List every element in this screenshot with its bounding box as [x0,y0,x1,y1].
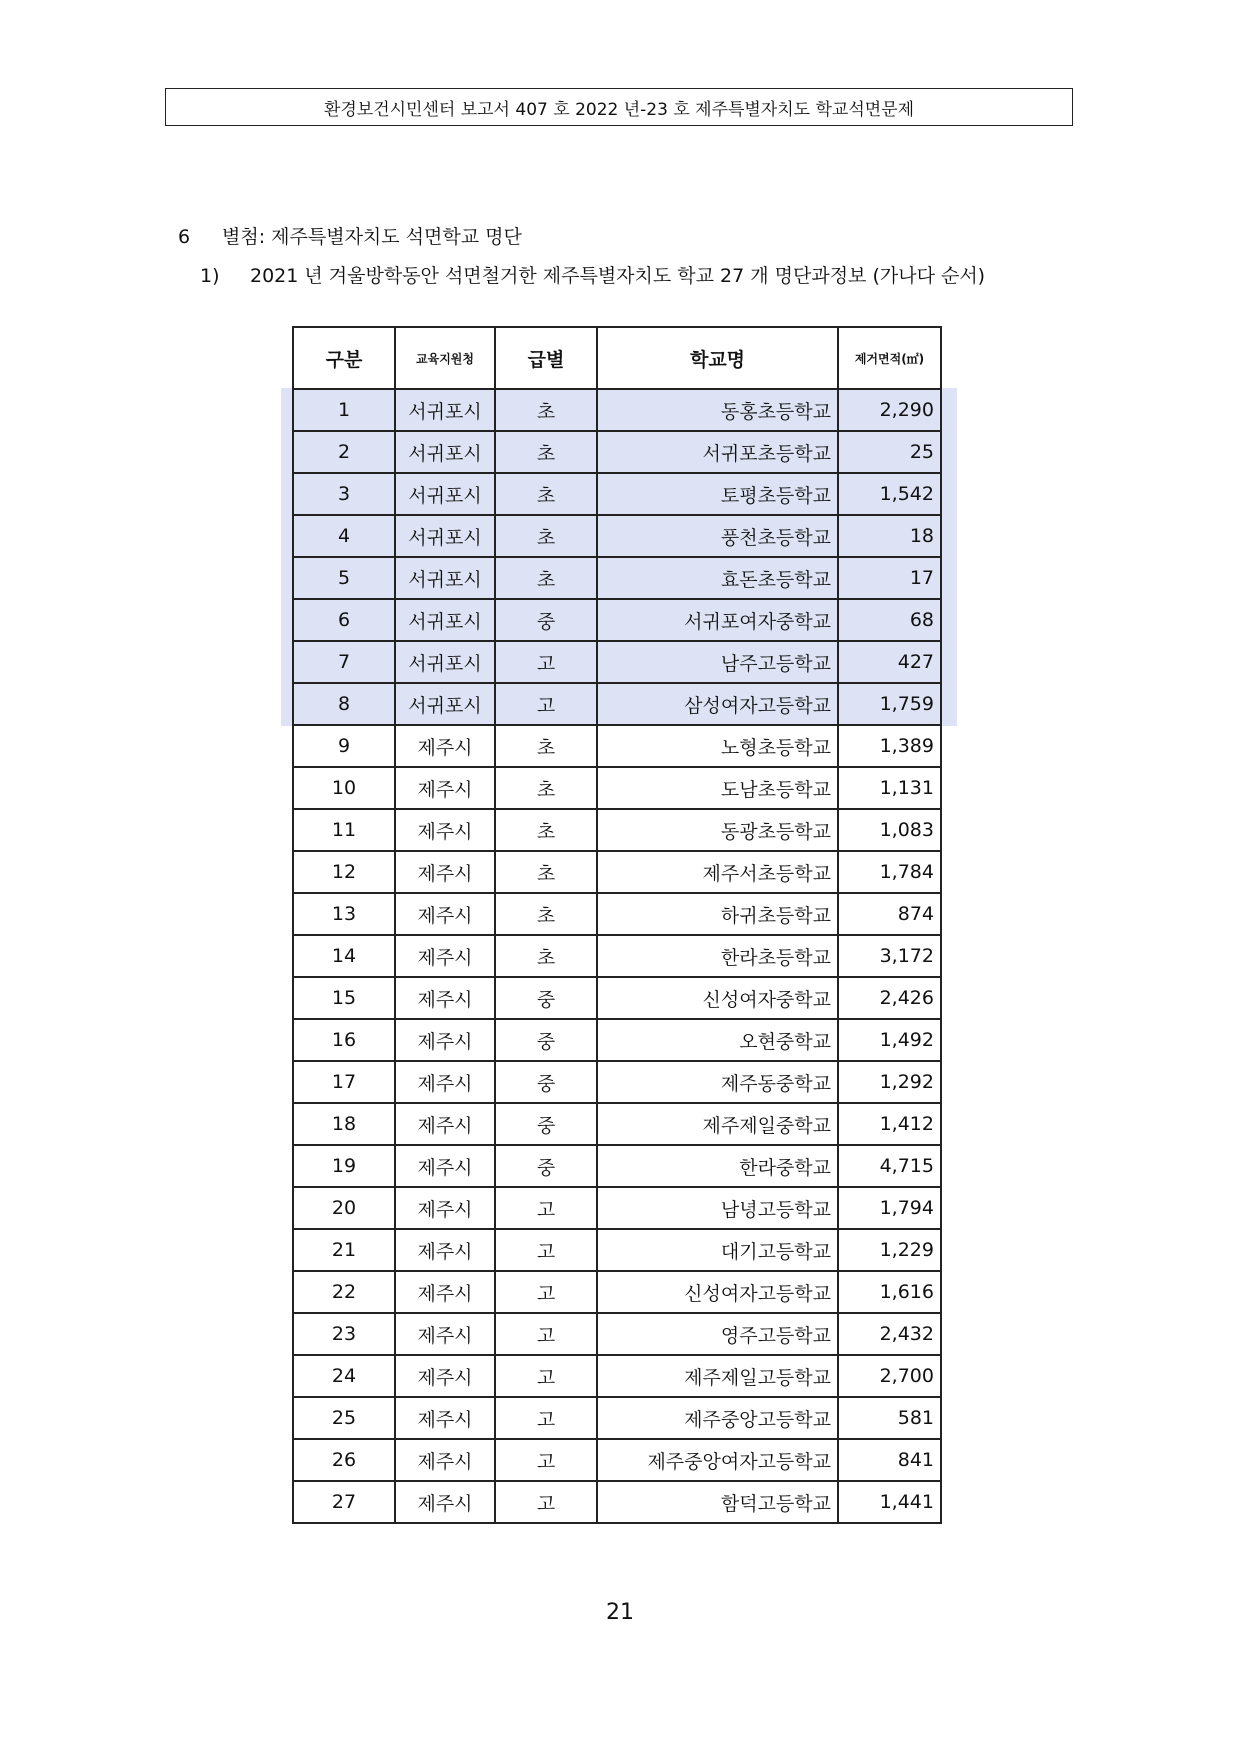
cell-no: 1 [293,389,395,431]
cell-area: 427 [838,641,941,683]
school-table [292,326,942,1524]
section-heading [178,222,522,249]
cell-level: 중 [495,1019,597,1061]
cell-no: 13 [293,893,395,935]
cell-no: 8 [293,683,395,725]
cell-area: 1,229 [838,1229,941,1271]
cell-no: 24 [293,1355,395,1397]
table-row [293,1145,941,1187]
cell-no: 15 [293,977,395,1019]
table-row [293,1229,941,1271]
table-row [293,893,941,935]
cell-office: 제주시 [395,1103,495,1145]
cell-school-name: 도남초등학교 [597,767,838,809]
cell-school-name: 한라중학교 [597,1145,838,1187]
table-row [293,515,941,557]
subsection-text: 2021 년 겨울방학동안 석면철거한 제주특별자치도 학교 27 개 명단과정보 (가나다 순서) [250,265,986,287]
cell-area: 1,412 [838,1103,941,1145]
cell-no: 9 [293,725,395,767]
table-row [293,851,941,893]
cell-office: 제주시 [395,1481,495,1523]
cell-no: 23 [293,1313,395,1355]
cell-area: 2,290 [838,389,941,431]
cell-area: 25 [838,431,941,473]
cell-office: 제주시 [395,1145,495,1187]
cell-level: 고 [495,1271,597,1313]
cell-level: 초 [495,473,597,515]
cell-level: 고 [495,1313,597,1355]
cell-no: 17 [293,1061,395,1103]
cell-office: 서귀포시 [395,641,495,683]
cell-school-name: 풍천초등학교 [597,515,838,557]
cell-level: 고 [495,641,597,683]
table-row [293,1103,941,1145]
cell-no: 11 [293,809,395,851]
cell-area: 1,492 [838,1019,941,1061]
cell-office: 제주시 [395,1271,495,1313]
cell-office: 제주시 [395,1313,495,1355]
cell-school-name: 신성여자중학교 [597,977,838,1019]
cell-no: 22 [293,1271,395,1313]
cell-school-name: 신성여자고등학교 [597,1271,838,1313]
school-table-wrapper [292,326,942,1524]
cell-area: 2,426 [838,977,941,1019]
cell-school-name: 하귀초등학교 [597,893,838,935]
cell-school-name: 토평초등학교 [597,473,838,515]
cell-level: 초 [495,935,597,977]
cell-no: 3 [293,473,395,515]
cell-office: 제주시 [395,1397,495,1439]
cell-school-name: 오현중학교 [597,1019,838,1061]
cell-level: 초 [495,725,597,767]
cell-no: 2 [293,431,395,473]
cell-school-name: 서귀포여자중학교 [597,599,838,641]
table-row [293,1481,941,1523]
col-header-area: 제거면적(㎡) [838,327,941,389]
table-row [293,1397,941,1439]
cell-area: 1,759 [838,683,941,725]
col-header-school: 학교명 [597,327,838,389]
cell-office: 제주시 [395,1019,495,1061]
table-row [293,599,941,641]
cell-no: 16 [293,1019,395,1061]
cell-level: 중 [495,977,597,1019]
cell-area: 4,715 [838,1145,941,1187]
cell-area: 874 [838,893,941,935]
cell-school-name: 효돈초등학교 [597,557,838,599]
cell-area: 3,172 [838,935,941,977]
cell-level: 중 [495,1145,597,1187]
cell-level: 초 [495,767,597,809]
table-row [293,473,941,515]
table-row [293,1439,941,1481]
cell-office: 서귀포시 [395,431,495,473]
subsection-number: 1) [200,265,220,287]
table-body [293,389,941,1523]
cell-office: 서귀포시 [395,557,495,599]
cell-area: 1,542 [838,473,941,515]
cell-area: 18 [838,515,941,557]
cell-school-name: 노형초등학교 [597,725,838,767]
cell-office: 서귀포시 [395,515,495,557]
cell-no: 25 [293,1397,395,1439]
table-row [293,1271,941,1313]
cell-school-name: 동광초등학교 [597,809,838,851]
table-row [293,557,941,599]
table-row [293,977,941,1019]
cell-no: 27 [293,1481,395,1523]
cell-school-name: 제주제일중학교 [597,1103,838,1145]
cell-school-name: 동홍초등학교 [597,389,838,431]
cell-no: 26 [293,1439,395,1481]
cell-area: 1,389 [838,725,941,767]
cell-office: 서귀포시 [395,473,495,515]
cell-area: 1,784 [838,851,941,893]
cell-area: 1,083 [838,809,941,851]
cell-school-name: 한라초등학교 [597,935,838,977]
table-header-row [293,327,941,389]
cell-no: 20 [293,1187,395,1229]
cell-school-name: 대기고등학교 [597,1229,838,1271]
cell-level: 고 [495,1481,597,1523]
table-row [293,809,941,851]
cell-area: 68 [838,599,941,641]
cell-no: 19 [293,1145,395,1187]
cell-level: 고 [495,1439,597,1481]
cell-no: 10 [293,767,395,809]
cell-area: 1,292 [838,1061,941,1103]
table-row [293,1061,941,1103]
cell-level: 초 [495,389,597,431]
cell-office: 제주시 [395,767,495,809]
cell-area: 841 [838,1439,941,1481]
col-header-level: 급별 [495,327,597,389]
table-row [293,683,941,725]
cell-no: 6 [293,599,395,641]
cell-office: 제주시 [395,893,495,935]
table-row [293,767,941,809]
cell-area: 1,794 [838,1187,941,1229]
cell-office: 서귀포시 [395,389,495,431]
cell-no: 18 [293,1103,395,1145]
section-number: 6 [178,226,191,248]
cell-level: 초 [495,851,597,893]
cell-area: 1,131 [838,767,941,809]
cell-school-name: 삼성여자고등학교 [597,683,838,725]
cell-office: 서귀포시 [395,599,495,641]
table-row [293,389,941,431]
cell-level: 초 [495,431,597,473]
cell-no: 7 [293,641,395,683]
cell-no: 4 [293,515,395,557]
cell-level: 중 [495,1103,597,1145]
table-row [293,431,941,473]
cell-level: 고 [495,1355,597,1397]
cell-school-name: 제주서초등학교 [597,851,838,893]
cell-school-name: 남주고등학교 [597,641,838,683]
cell-no: 5 [293,557,395,599]
cell-school-name: 제주중앙고등학교 [597,1397,838,1439]
table-row [293,725,941,767]
cell-level: 초 [495,893,597,935]
table-row [293,1187,941,1229]
cell-office: 제주시 [395,725,495,767]
cell-level: 중 [495,599,597,641]
cell-office: 제주시 [395,1061,495,1103]
cell-school-name: 함덕고등학교 [597,1481,838,1523]
table-row [293,1313,941,1355]
cell-school-name: 영주고등학교 [597,1313,838,1355]
cell-no: 14 [293,935,395,977]
cell-area: 1,616 [838,1271,941,1313]
cell-office: 제주시 [395,977,495,1019]
cell-office: 서귀포시 [395,683,495,725]
col-header-no: 구분 [293,327,395,389]
cell-school-name: 제주제일고등학교 [597,1355,838,1397]
cell-area: 581 [838,1397,941,1439]
cell-level: 중 [495,1061,597,1103]
cell-level: 초 [495,809,597,851]
table-row [293,641,941,683]
cell-level: 초 [495,515,597,557]
cell-office: 제주시 [395,1439,495,1481]
cell-no: 21 [293,1229,395,1271]
cell-office: 제주시 [395,851,495,893]
cell-no: 12 [293,851,395,893]
cell-level: 고 [495,1187,597,1229]
cell-school-name: 서귀포초등학교 [597,431,838,473]
cell-level: 고 [495,1397,597,1439]
cell-area: 17 [838,557,941,599]
page-number: 21 [606,1600,634,1625]
cell-office: 제주시 [395,935,495,977]
cell-office: 제주시 [395,1355,495,1397]
cell-area: 2,432 [838,1313,941,1355]
table-row [293,1355,941,1397]
cell-school-name: 제주동중학교 [597,1061,838,1103]
cell-level: 고 [495,683,597,725]
cell-level: 초 [495,557,597,599]
section-title-text: 별첨: 제주특별자치도 석면학교 명단 [222,226,522,248]
cell-level: 고 [495,1229,597,1271]
cell-school-name: 제주중앙여자고등학교 [597,1439,838,1481]
cell-area: 1,441 [838,1481,941,1523]
cell-office: 제주시 [395,809,495,851]
col-header-office: 교육지원청 [395,327,495,389]
cell-office: 제주시 [395,1229,495,1271]
cell-area: 2,700 [838,1355,941,1397]
cell-office: 제주시 [395,1187,495,1229]
cell-school-name: 남녕고등학교 [597,1187,838,1229]
table-row [293,1019,941,1061]
table-row [293,935,941,977]
document-header: 환경보건시민센터 보고서 407 호 2022 년-23 호 제주특별자치도 학교석면문제 [165,88,1073,126]
